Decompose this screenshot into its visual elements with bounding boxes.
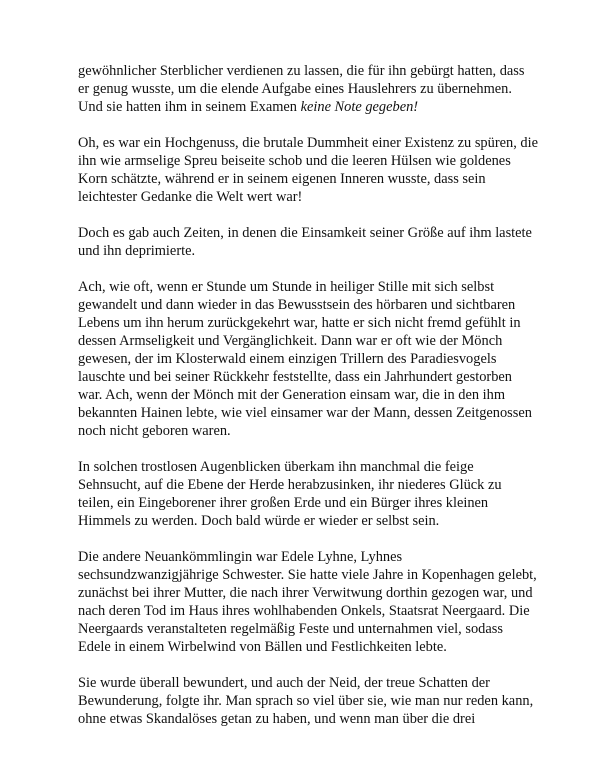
paragraph-5: In solchen trostlosen Augenblicken überkam ihn manchmal die feige Sehnsucht, auf die Ebene der Herde herabzusinken, ihr niederes Glück zu teilen, ein Eingeborener ihrer großen Erde und ein Bürger ihres kleinen Himmels zu werden. Doch bald würde er wieder er selbst sein. xyxy=(78,459,502,529)
document-page xyxy=(78,62,538,728)
paragraph-3: Doch es gab auch Zeiten, in denen die Einsamkeit seiner Größe auf ihm lastete und ihn deprimierte. xyxy=(78,225,532,259)
paragraph-2: Oh, es war ein Hochgenuss, die brutale Dummheit einer Existenz zu spüren, die ihn wie armselige Spreu beiseite schob und die leeren Hülsen wie goldenes Korn schätzte, während er in seinem eigenen Inneren wusste, dass sein leichtester Gedanke die Welt wert war! xyxy=(78,135,538,205)
paragraph-1-text: gewöhnlicher Sterblicher verdienen zu lassen, die für ihn gebürgt hatten, dass er genug wusste, um die elende Aufgabe eines Hauslehrers zu übernehmen. Und sie hatten ihm in seinem Examen xyxy=(78,63,525,115)
paragraph-4: Ach, wie oft, wenn er Stunde um Stunde in heiliger Stille mit sich selbst gewandelt und dann wieder in das Bewusstsein des hörbaren und sichtbaren Lebens um ihn herum zurückgekehrt war, hatte er sich nicht fremd gefühlt in dessen Armseligkeit und Vergänglichkeit. Dann war er oft wie der Mönch gewesen, der im Klosterwald einem einzigen Trillern des Paradiesvogels lauschte und bei seiner Rückkehr feststellte, dass ein Jahrhundert gestorben war. Ach, wenn der Mönch mit der Generation einsam war, die in den ihm bekannten Hainen lebte, wie viel einsamer war der Mann, dessen Zeitgenossen noch nicht geboren waren. xyxy=(78,279,532,439)
paragraph-1-italic-text: keine Note gegeben! xyxy=(300,99,419,115)
paragraph-6: Die andere Neuankömmlingin war Edele Lyhne, Lyhnes sechsundzwanzigjährige Schwester. Sie hatte viele Jahre in Kopenhagen gelebt, zunächst bei ihrer Mutter, die nach ihrer Verwitwung dorthin gezogen war, und nach deren Tod im Haus ihres wohlhabenden Onkels, Staatsrat Neergaard. Die Neergaards veranstalteten regelmäßig Feste und unternahmen viel, sodass Edele in einem Wirbelwind von Bällen und Festlichkeiten lebte. xyxy=(78,549,537,655)
paragraph-1 xyxy=(78,62,538,116)
paragraph-7: Sie wurde überall bewundert, und auch der Neid, der treue Schatten der Bewunderung, folgte ihr. Man sprach so viel über sie, wie man nur reden kann, ohne etwas Skandalöses getan zu haben, und wenn man über die drei xyxy=(78,675,534,727)
